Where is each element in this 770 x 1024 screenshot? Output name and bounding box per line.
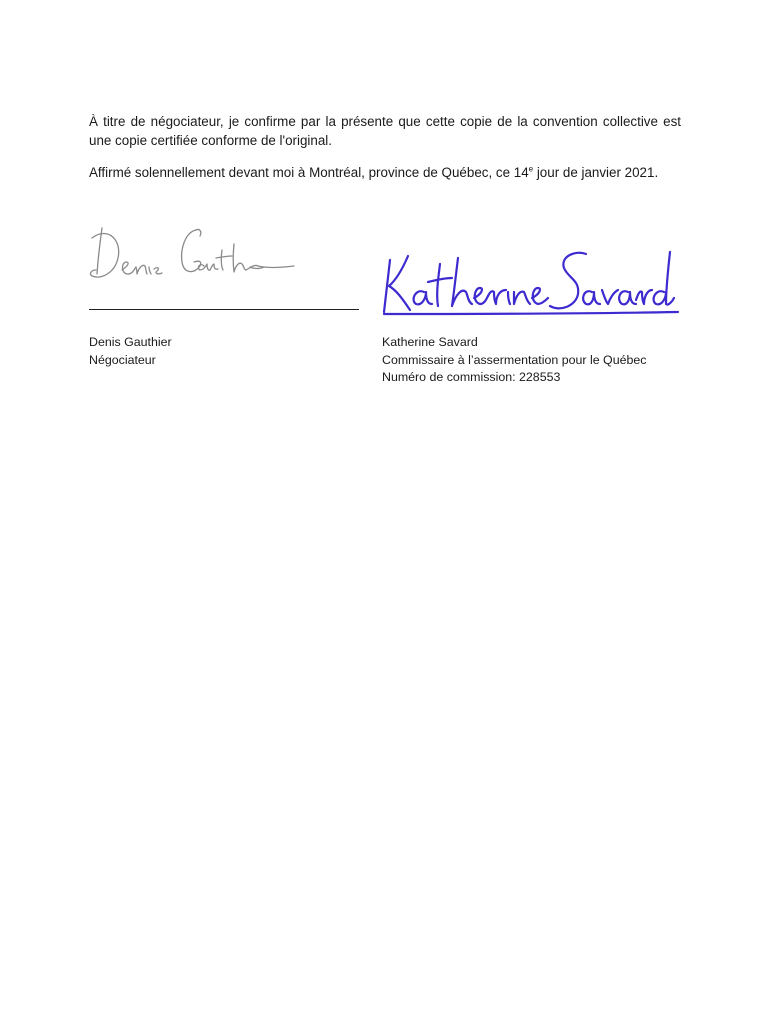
katherine-savard-signature bbox=[380, 246, 682, 322]
signatory-name: Denis Gauthier bbox=[89, 335, 172, 349]
affirmation-date-text: jour de janvier 2021. bbox=[533, 165, 659, 180]
denis-gauthier-signature bbox=[88, 222, 303, 288]
day-ordinal-suffix: e bbox=[528, 164, 534, 174]
affirmation-text: Affirmé solennellement devant moi à Montréal, province de Québec, ce 14 bbox=[89, 165, 529, 180]
commissioner-name: Katherine Savard bbox=[382, 335, 478, 349]
signature-line bbox=[89, 309, 359, 310]
affirmation-paragraph bbox=[89, 163, 681, 182]
commission-number: Numéro de commission: 228553 bbox=[382, 370, 561, 384]
confirmation-paragraph: À titre de négociateur, je confirme par la présente que cette copie de la convention collective est une copie certifiée conforme de l'original. bbox=[89, 114, 681, 148]
signatory-title: Négociateur bbox=[89, 352, 156, 367]
signatory-right bbox=[382, 334, 646, 387]
signatory-left bbox=[89, 334, 172, 369]
commissioner-title: Commissaire à l’assermentation pour le Québec bbox=[382, 352, 647, 367]
